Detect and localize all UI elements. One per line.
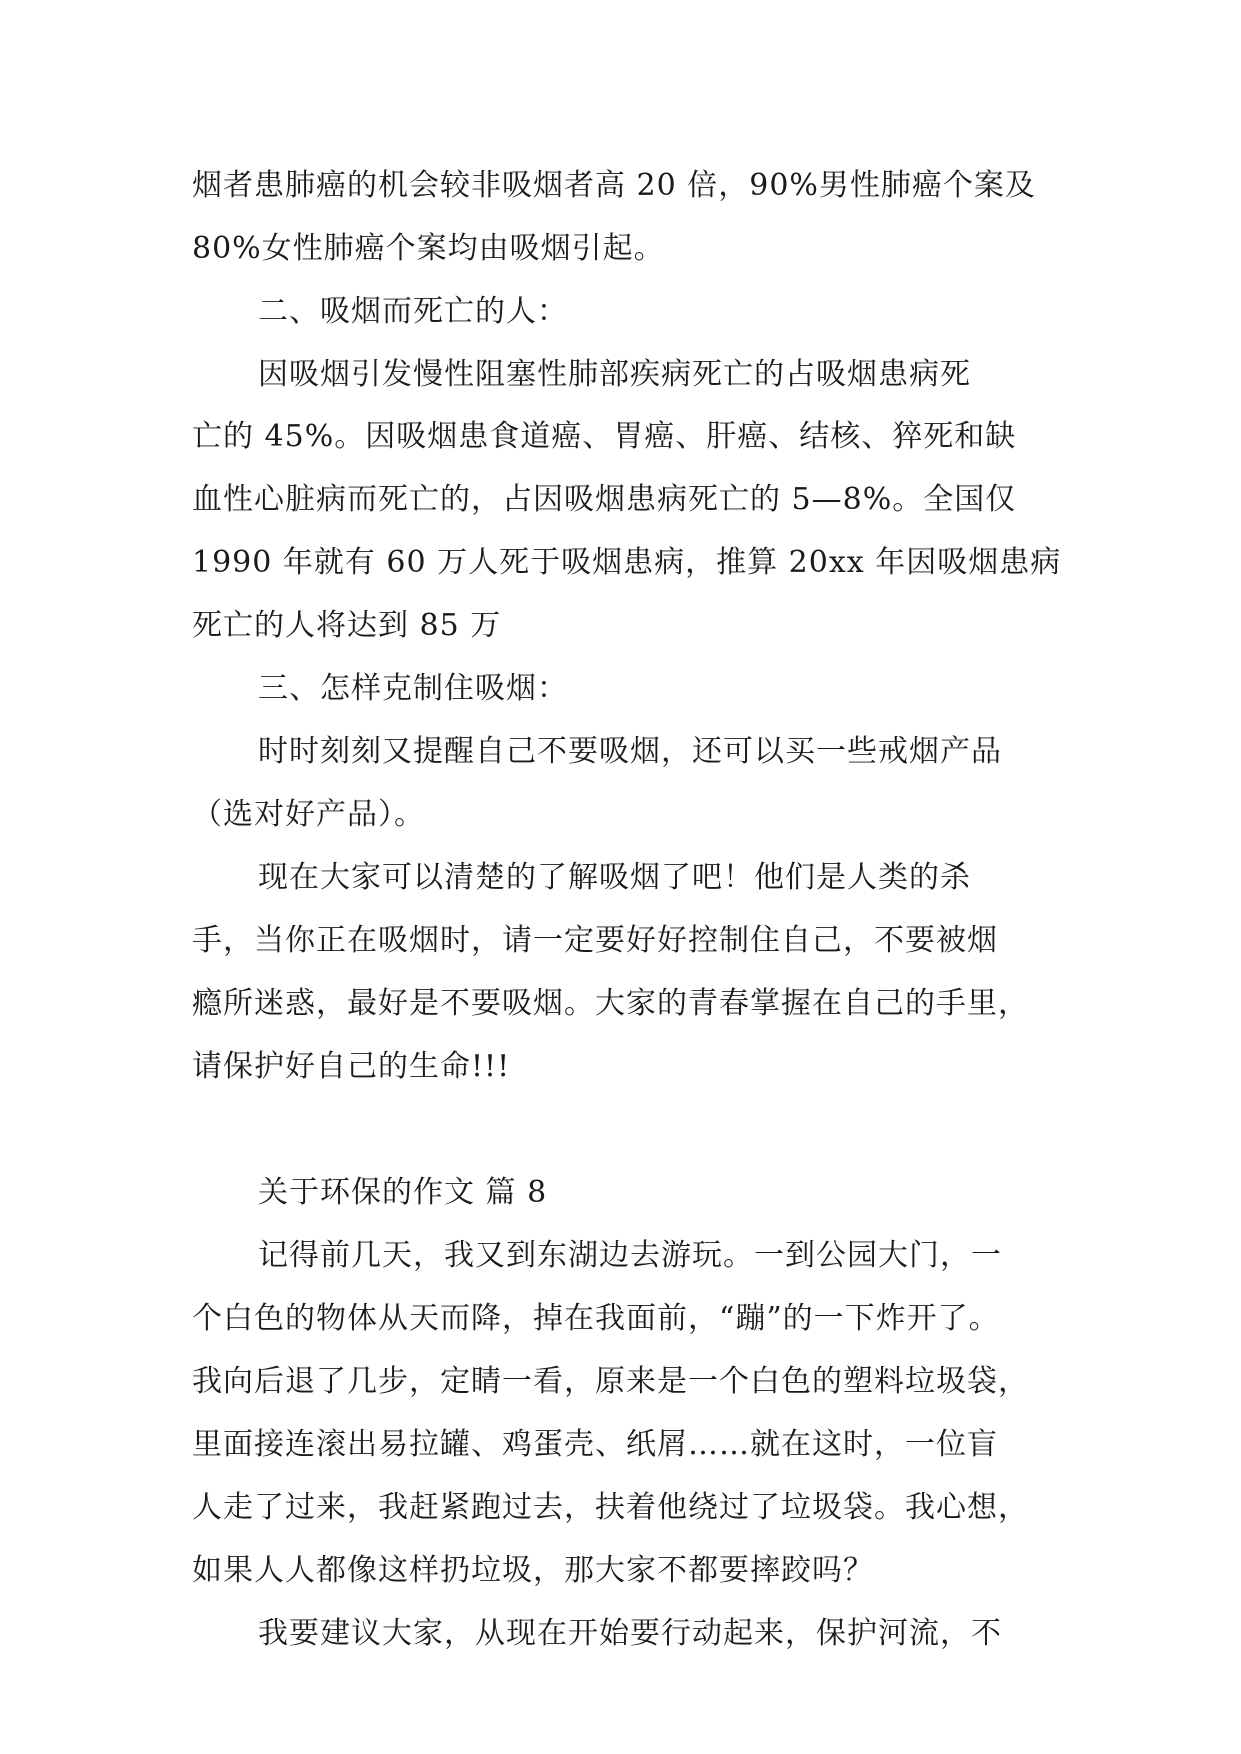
text-line: 时时刻刻又提醒自己不要吸烟，还可以买一些戒烟产品 (258, 734, 1002, 769)
text-line: 亡的 45%。因吸烟患食道癌、胃癌、肝癌、结核、猝死和缺 (192, 419, 1017, 454)
text-line: 1990 年就有 60 万人死于吸烟患病，推算 20xx 年因吸烟患病 (192, 545, 1062, 580)
text-line: 现在大家可以清楚的了解吸烟了吧！他们是人类的杀 (258, 860, 971, 895)
essay-title: 关于环保的作文 篇 8 (258, 1175, 548, 1210)
text-line: 我要建议大家，从现在开始要行动起来，保护河流，不 (258, 1616, 1002, 1651)
text-line: 个白色的物体从天而降，掉在我面前，“蹦”的一下炸开了。 (192, 1301, 1000, 1336)
section-heading: 二、吸烟而死亡的人： (258, 294, 568, 329)
text-line: 80%女性肺癌个案均由吸烟引起。 (192, 231, 665, 266)
text-line: 死亡的人将达到 85 万 (192, 608, 502, 643)
text-line: 因吸烟引发慢性阻塞性肺部疾病死亡的占吸烟患病死 (258, 357, 971, 392)
text-line: 烟者患肺癌的机会较非吸烟者高 20 倍，90%男性肺癌个案及 (192, 168, 1036, 203)
section-heading: 三、怎样克制住吸烟： (258, 671, 568, 706)
text-line: 里面接连滚出易拉罐、鸡蛋壳、纸屑……就在这时，一位盲 (192, 1427, 998, 1462)
text-line: 记得前几天，我又到东湖边去游玩。一到公园大门，一 (258, 1238, 1002, 1273)
text-line: 手，当你正在吸烟时，请一定要好好控制住自己，不要被烟 (192, 923, 998, 958)
text-line: 血性心脏病而死亡的，占因吸烟患病死亡的 5—8%。全国仅 (192, 482, 1017, 517)
text-line: （选对好产品）。 (192, 797, 425, 832)
text-line: 请保护好自己的生命!!! (192, 1049, 511, 1084)
text-line: 瘾所迷惑，最好是不要吸烟。大家的青春掌握在自己的手里， (192, 986, 1029, 1021)
text-line: 人走了过来，我赶紧跑过去，扶着他绕过了垃圾袋。我心想， (192, 1490, 1029, 1525)
text-line: 我向后退了几步，定睛一看，原来是一个白色的塑料垃圾袋， (192, 1364, 1029, 1399)
text-line: 如果人人都像这样扔垃圾，那大家不都要摔跤吗？ (192, 1553, 874, 1588)
